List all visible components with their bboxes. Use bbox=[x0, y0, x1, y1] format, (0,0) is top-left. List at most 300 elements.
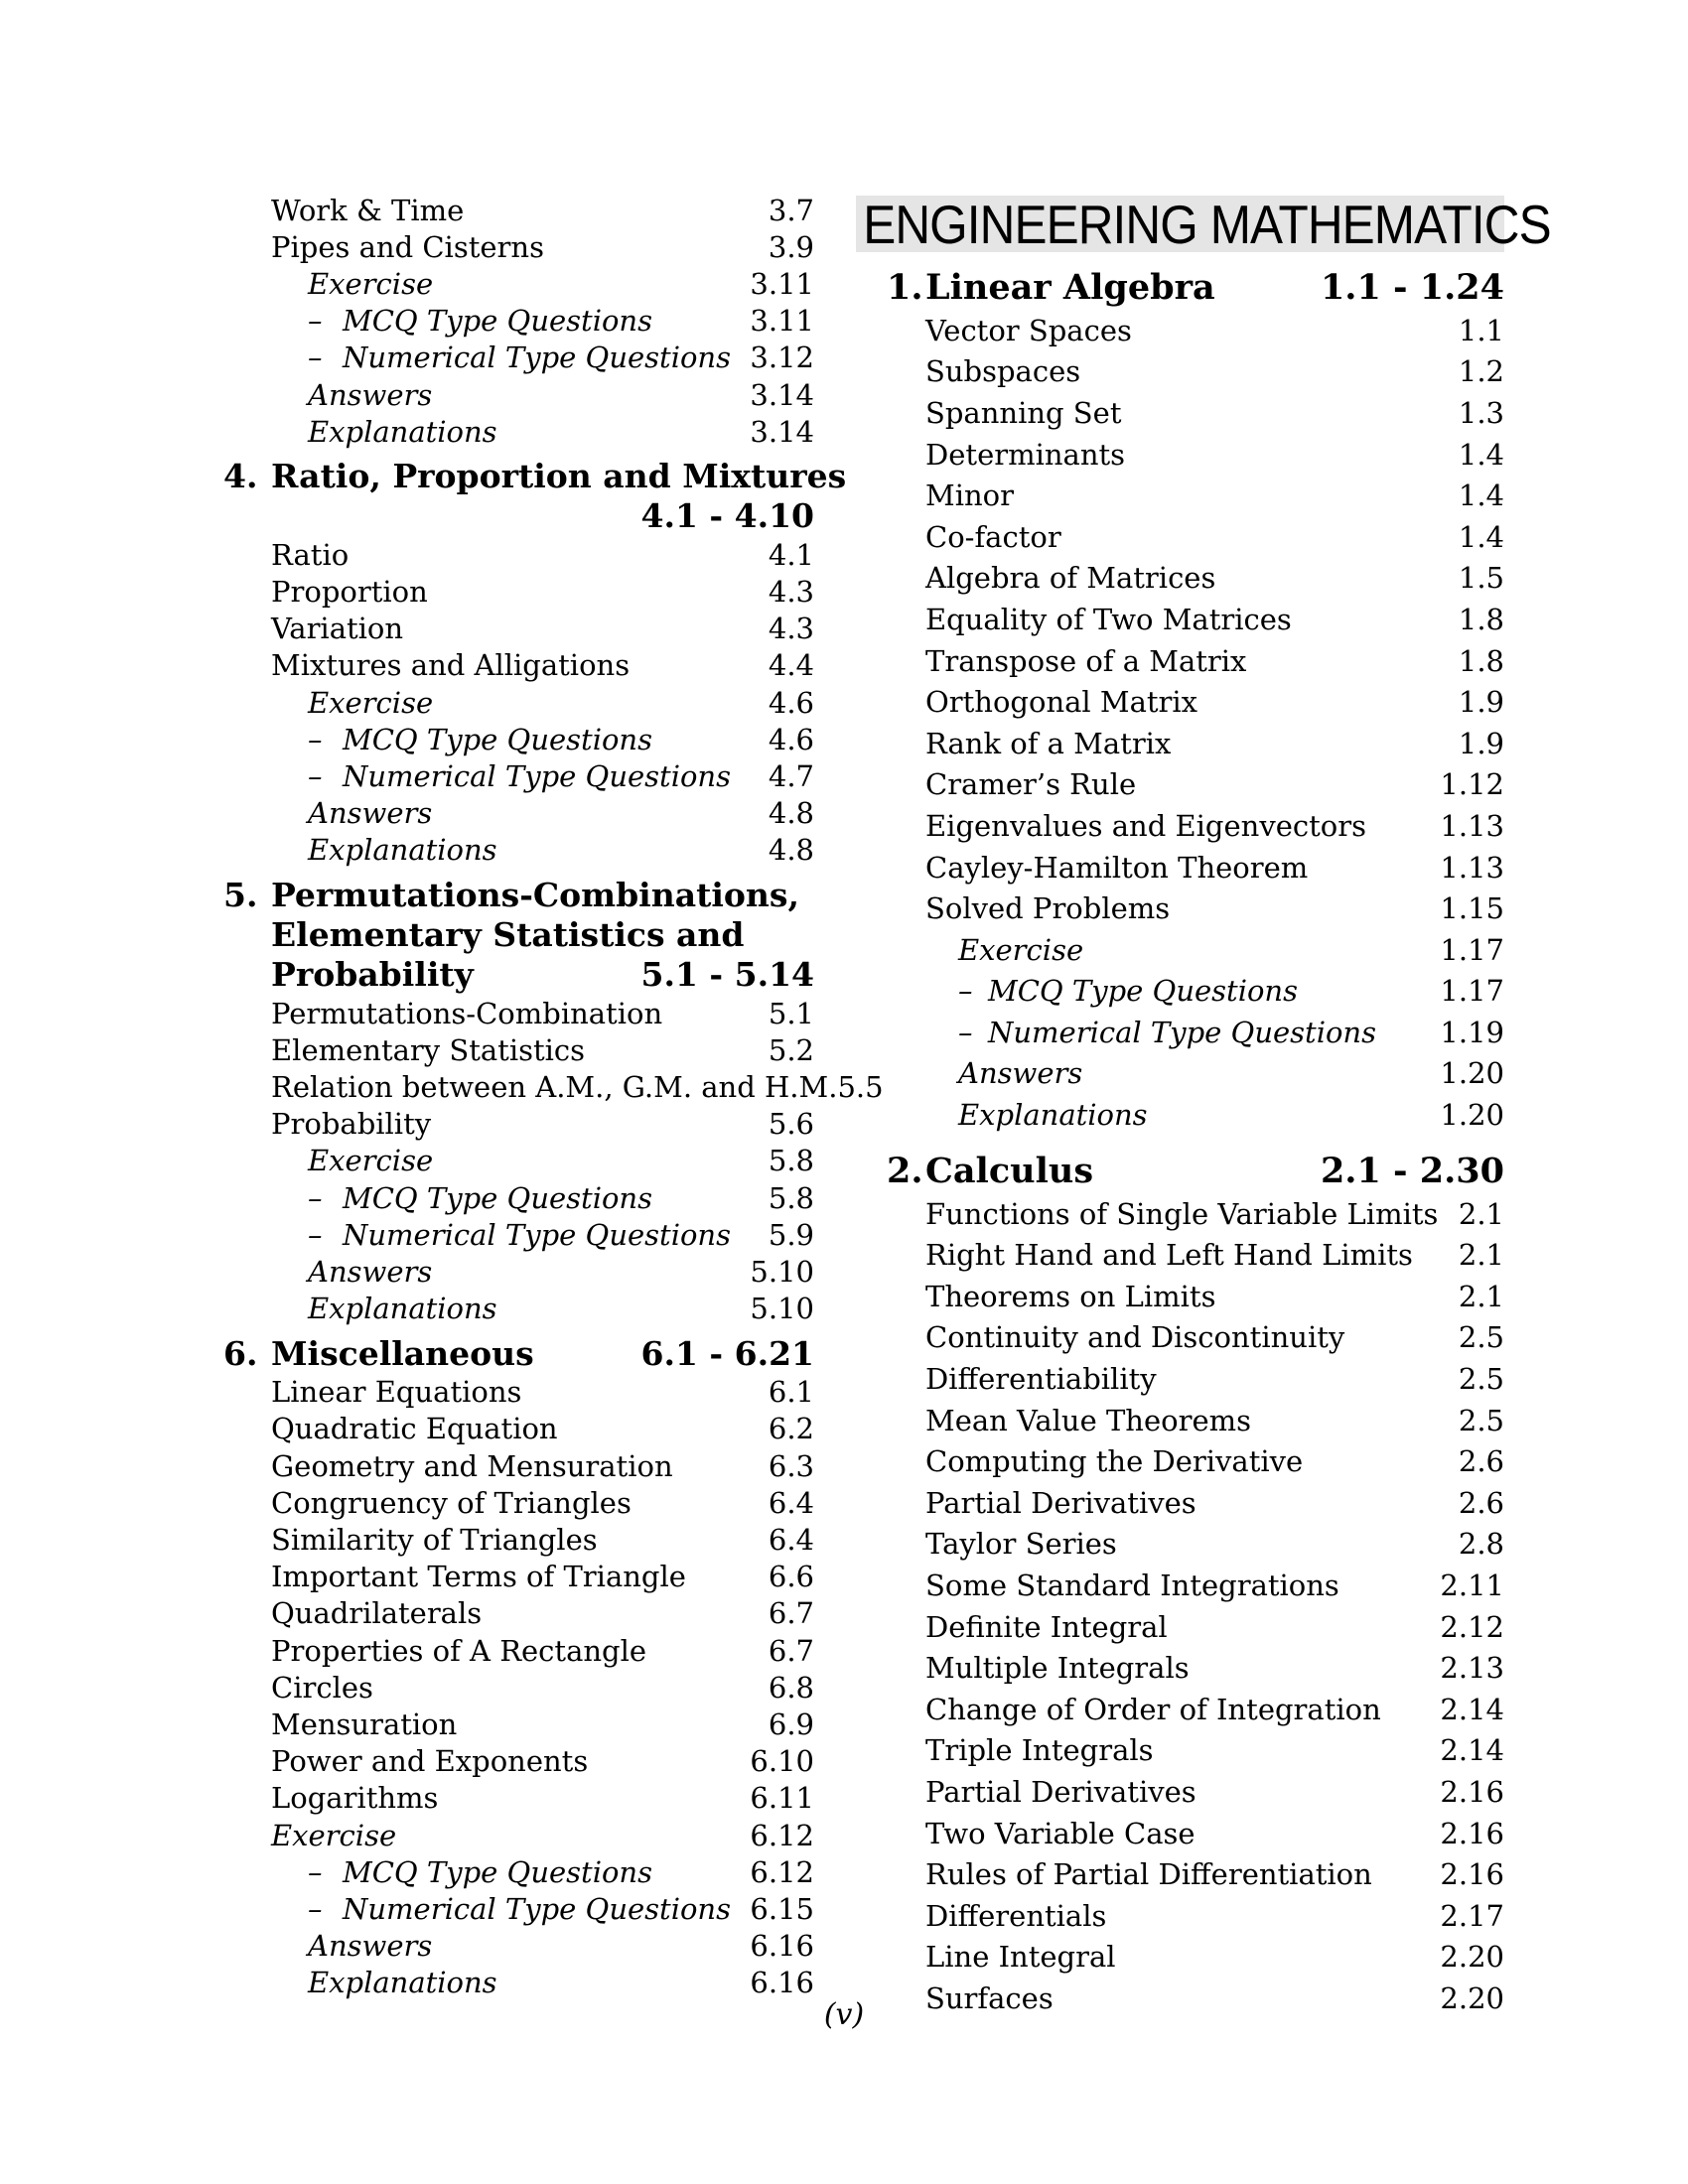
dash-marker: – bbox=[308, 1854, 323, 1889]
toc-item-page: 4.8 bbox=[768, 833, 814, 868]
toc-item bbox=[856, 558, 1504, 600]
page-number: (v) bbox=[823, 1997, 865, 2032]
toc-item bbox=[856, 1813, 1504, 1854]
toc-item-text bbox=[856, 438, 1125, 472]
section-page-range: 6.1 - 6.21 bbox=[640, 1333, 814, 1373]
toc-item-text bbox=[856, 1775, 1196, 1809]
toc-item bbox=[856, 516, 1504, 558]
toc-item bbox=[856, 1012, 1504, 1053]
toc-item-label: Answers bbox=[308, 377, 433, 412]
toc-item bbox=[223, 1669, 814, 1706]
dash-marker: – bbox=[308, 304, 323, 339]
toc-item bbox=[223, 1559, 814, 1595]
toc-item-text bbox=[223, 1033, 585, 1067]
toc-item-page: 2.1 bbox=[1458, 1238, 1504, 1273]
toc-item-text bbox=[223, 1144, 433, 1177]
toc-item-label: Permutations-Combination bbox=[271, 996, 663, 1030]
toc-item-page: 2.5 bbox=[1458, 1320, 1504, 1355]
toc-item-text bbox=[223, 304, 652, 338]
toc-item-text bbox=[856, 1016, 1376, 1049]
toc-item-label: Quadratic Equation bbox=[271, 1412, 558, 1446]
toc-item-page: 1.17 bbox=[1440, 974, 1504, 1009]
toc-item-text bbox=[856, 478, 1014, 512]
toc-item-text bbox=[856, 314, 1132, 347]
toc-item bbox=[223, 611, 814, 647]
toc-item-text bbox=[856, 1733, 1154, 1767]
toc-item bbox=[223, 1068, 884, 1105]
toc-item-text bbox=[856, 1444, 1303, 1478]
toc-item-page: 4.6 bbox=[768, 722, 814, 756]
toc-item-text bbox=[856, 1693, 1381, 1726]
toc-item bbox=[223, 192, 814, 228]
toc-item-page: 2.1 bbox=[1458, 1279, 1504, 1313]
toc-item-text bbox=[856, 851, 1308, 885]
toc-item-page: 5.10 bbox=[750, 1292, 814, 1326]
toc-item bbox=[223, 376, 814, 413]
toc-item bbox=[223, 721, 814, 757]
toc-item-text bbox=[856, 1857, 1372, 1891]
section-number: 4. bbox=[223, 457, 258, 496]
toc-item-text bbox=[223, 686, 433, 720]
toc-item-text bbox=[856, 933, 1083, 967]
section-number: 6. bbox=[223, 1333, 258, 1373]
toc-item-page: 1.17 bbox=[1440, 932, 1504, 967]
toc-item-label: Cayley-Hamilton Theorem bbox=[925, 850, 1309, 885]
toc-item-text bbox=[223, 230, 544, 264]
toc-item-text bbox=[223, 1412, 558, 1445]
toc-item bbox=[856, 1606, 1504, 1648]
dash-marker: – bbox=[308, 722, 323, 756]
toc-item-text bbox=[223, 1966, 497, 1999]
toc-item-page: 4.7 bbox=[768, 759, 814, 794]
toc-item-label: Explanations bbox=[308, 1966, 497, 2000]
toc-item-page: 6.6 bbox=[768, 1560, 814, 1594]
toc-item-text bbox=[856, 603, 1292, 636]
toc-item bbox=[223, 1817, 814, 1853]
toc-section-heading bbox=[856, 1150, 1504, 1193]
toc-item-label: Taylor Series bbox=[925, 1527, 1117, 1562]
toc-item-label: Line Integral bbox=[925, 1940, 1116, 1975]
toc-item-text bbox=[223, 267, 433, 301]
toc-item-page: 1.13 bbox=[1440, 850, 1504, 885]
toc-item-label: Linear Equations bbox=[271, 1375, 522, 1410]
toc-item-page: 1.2 bbox=[1458, 354, 1504, 389]
toc-item-text bbox=[856, 685, 1197, 719]
toc-item-text bbox=[856, 354, 1080, 388]
toc-item-label: Spanning Set bbox=[925, 395, 1122, 430]
toc-item-page: 6.8 bbox=[768, 1670, 814, 1705]
toc-item-page: 5.5 bbox=[837, 1069, 884, 1104]
toc-item-text bbox=[223, 1671, 373, 1705]
toc-item-text bbox=[223, 1819, 396, 1852]
toc-item-text bbox=[856, 644, 1246, 678]
section-heading-line bbox=[271, 1334, 814, 1374]
toc-item-label: Answers bbox=[958, 1056, 1083, 1091]
toc-item-page: 3.14 bbox=[750, 377, 814, 412]
toc-item-label: MCQ Type Questions bbox=[988, 974, 1298, 1009]
toc-item-page: 2.16 bbox=[1440, 1774, 1504, 1809]
toc-item-label: Congruency of Triangles bbox=[271, 1485, 632, 1520]
toc-item bbox=[856, 1482, 1504, 1524]
toc-item-page: 2.14 bbox=[1440, 1692, 1504, 1726]
toc-item-page: 4.4 bbox=[768, 648, 814, 683]
toc-item-page: 6.10 bbox=[750, 1744, 814, 1779]
toc-item-label: Differentiability bbox=[925, 1362, 1157, 1397]
dash-marker: – bbox=[308, 1217, 323, 1252]
section-page-range: 2.1 - 2.30 bbox=[1320, 1150, 1504, 1191]
toc-item-page: 5.8 bbox=[768, 1144, 814, 1178]
section-heading-line bbox=[271, 496, 814, 536]
toc-item bbox=[223, 265, 814, 302]
toc-item bbox=[856, 1400, 1504, 1441]
toc-item bbox=[856, 723, 1504, 764]
toc-item-text bbox=[223, 575, 428, 609]
section-header-bar bbox=[856, 193, 1551, 255]
toc-item bbox=[856, 1276, 1504, 1317]
toc-item bbox=[856, 1565, 1504, 1606]
toc-section-heading bbox=[856, 266, 1504, 310]
toc-item-label: Definite Integral bbox=[925, 1609, 1168, 1644]
toc-item bbox=[223, 1374, 814, 1411]
toc-item-label: Two Variable Case bbox=[925, 1816, 1196, 1850]
toc-item-label: Important Terms of Triangle bbox=[271, 1560, 686, 1594]
toc-item-page: 1.19 bbox=[1440, 1015, 1504, 1049]
toc-item-text bbox=[856, 891, 1170, 925]
toc-item-label: Mensuration bbox=[271, 1706, 458, 1741]
toc-item bbox=[223, 832, 814, 869]
toc-item bbox=[856, 392, 1504, 434]
toc-item bbox=[856, 640, 1504, 682]
toc-item-text bbox=[223, 1634, 646, 1668]
dash-marker: – bbox=[308, 759, 323, 794]
toc-item-label: Subspaces bbox=[925, 354, 1081, 389]
toc-item-text bbox=[856, 1320, 1344, 1354]
toc-item bbox=[223, 574, 814, 611]
toc-item-page: 1.15 bbox=[1440, 891, 1504, 926]
toc-item-page: 5.2 bbox=[768, 1032, 814, 1067]
toc-item-label: Relation between A.M., G.M. and H.M. bbox=[271, 1069, 838, 1104]
section-heading-line bbox=[271, 457, 847, 496]
toc-item bbox=[856, 887, 1504, 929]
toc-item-label: Mean Value Theorems bbox=[925, 1403, 1251, 1437]
toc-item-label: Quadrilaterals bbox=[271, 1596, 483, 1631]
toc-item bbox=[223, 1291, 814, 1327]
toc-item-page: 1.9 bbox=[1458, 726, 1504, 760]
toc-item-label: Exercise bbox=[271, 1818, 397, 1852]
toc-item bbox=[856, 1193, 1504, 1235]
section-heading-line bbox=[925, 1150, 1504, 1193]
toc-item-label: Explanations bbox=[958, 1098, 1148, 1133]
toc-item-page: 1.8 bbox=[1458, 602, 1504, 636]
toc-item-label: Work & Time bbox=[271, 193, 465, 227]
toc-item-label: Co-factor bbox=[925, 519, 1061, 554]
toc-item-label: Multiple Integrals bbox=[925, 1651, 1190, 1686]
toc-item-text bbox=[223, 1523, 598, 1557]
toc-item-text bbox=[856, 1651, 1190, 1685]
toc-item-page: 1.9 bbox=[1458, 685, 1504, 720]
toc-item-page: 4.3 bbox=[768, 575, 814, 610]
toc-item-text bbox=[856, 1238, 1413, 1272]
toc-item-text bbox=[856, 1899, 1106, 1933]
toc-item-page: 5.8 bbox=[768, 1180, 814, 1215]
toc-item-page: 6.16 bbox=[750, 1966, 814, 2000]
toc-item-text bbox=[223, 997, 662, 1030]
toc-item-text bbox=[223, 538, 349, 572]
toc-item bbox=[856, 599, 1504, 640]
toc-item bbox=[856, 1730, 1504, 1772]
toc-item bbox=[856, 681, 1504, 723]
toc-item bbox=[856, 1524, 1504, 1566]
toc-item-label: Probability bbox=[271, 1107, 432, 1142]
section-heading-line bbox=[925, 266, 1504, 310]
toc-item-text bbox=[856, 1056, 1082, 1090]
toc-item-text bbox=[223, 1255, 432, 1289]
toc-item-text bbox=[223, 759, 731, 793]
section-title: Permutations-Combinations, bbox=[271, 876, 799, 914]
toc-item-page: 4.6 bbox=[768, 685, 814, 720]
toc-item-label: Minor bbox=[925, 478, 1014, 513]
toc-item-label: Answers bbox=[308, 796, 433, 831]
toc-item-page: 2.8 bbox=[1458, 1527, 1504, 1562]
toc-item-text bbox=[223, 1375, 521, 1409]
toc-item-page: 6.16 bbox=[750, 1929, 814, 1964]
toc-item-text bbox=[223, 796, 432, 830]
toc-item bbox=[223, 340, 814, 376]
toc-item-page: 6.12 bbox=[750, 1854, 814, 1889]
toc-item-label: Pipes and Cisterns bbox=[271, 229, 544, 264]
toc-right-column bbox=[856, 193, 1551, 2019]
toc-item-page: 1.4 bbox=[1458, 478, 1504, 513]
toc-item-label: Explanations bbox=[308, 833, 497, 868]
toc-item bbox=[856, 1689, 1504, 1730]
toc-item-page: 2.5 bbox=[1458, 1403, 1504, 1437]
toc-item-text bbox=[223, 723, 652, 756]
toc-item-label: Solved Problems bbox=[925, 891, 1171, 926]
toc-section-heading bbox=[223, 1334, 814, 1374]
toc-right-rows bbox=[856, 266, 1504, 2019]
toc-item-text bbox=[223, 1929, 432, 1963]
toc-item-label: Triple Integrals bbox=[925, 1733, 1154, 1768]
toc-item-label: Determinants bbox=[925, 437, 1126, 472]
toc-item-text bbox=[856, 974, 1298, 1008]
toc-item bbox=[856, 1358, 1504, 1400]
toc-item-label: Surfaces bbox=[925, 1980, 1054, 2015]
toc-section-heading bbox=[223, 457, 847, 536]
toc-item-label: Answers bbox=[308, 1929, 433, 1964]
toc-item-page: 3.14 bbox=[750, 414, 814, 449]
toc-item-label: Numerical Type Questions bbox=[343, 1217, 731, 1252]
toc-item-text bbox=[856, 520, 1061, 554]
toc-item-page: 6.2 bbox=[768, 1412, 814, 1446]
toc-item-text bbox=[223, 1486, 632, 1520]
toc-item-text bbox=[223, 1218, 731, 1252]
section-title: Linear Algebra bbox=[925, 267, 1215, 308]
toc-item-text bbox=[856, 809, 1366, 843]
toc-item-text bbox=[856, 727, 1171, 760]
toc-item-text bbox=[223, 378, 432, 412]
section-heading-line bbox=[271, 915, 814, 955]
toc-item bbox=[856, 1317, 1504, 1359]
toc-item-label: Exercise bbox=[308, 266, 434, 301]
toc-item bbox=[223, 684, 814, 721]
toc-item-page: 1.8 bbox=[1458, 643, 1504, 678]
toc-item-page: 6.3 bbox=[768, 1448, 814, 1483]
toc-item bbox=[223, 995, 814, 1031]
toc-item-label: Orthogonal Matrix bbox=[925, 685, 1198, 720]
toc-item bbox=[856, 1937, 1504, 1979]
toc-item-label: Vector Spaces bbox=[925, 313, 1132, 347]
toc-item-page: 4.3 bbox=[768, 612, 814, 646]
toc-item-page: 1.13 bbox=[1440, 808, 1504, 843]
toc-item-text bbox=[223, 648, 630, 682]
toc-item-label: Cramer’s Rule bbox=[925, 767, 1137, 802]
toc-item-text bbox=[856, 396, 1122, 430]
toc-item-text bbox=[223, 415, 497, 449]
toc-item-page: 6.11 bbox=[750, 1781, 814, 1816]
toc-item-text bbox=[856, 1610, 1168, 1644]
toc-item-page: 1.4 bbox=[1458, 519, 1504, 554]
toc-item bbox=[856, 1771, 1504, 1813]
toc-item bbox=[223, 1706, 814, 1742]
toc-item-page: 2.20 bbox=[1440, 1940, 1504, 1975]
toc-item-label: Rank of a Matrix bbox=[925, 726, 1172, 760]
toc-item-label: Numerical Type Questions bbox=[343, 759, 731, 794]
section-title: Calculus bbox=[925, 1150, 1094, 1191]
toc-item-page: 5.1 bbox=[768, 996, 814, 1030]
toc-item-page: 3.11 bbox=[750, 304, 814, 339]
toc-item bbox=[223, 647, 814, 684]
toc-item-text bbox=[856, 1527, 1117, 1561]
toc-section-heading bbox=[223, 876, 814, 995]
toc-item-label: MCQ Type Questions bbox=[343, 304, 652, 339]
toc-item-label: Exercise bbox=[958, 932, 1084, 967]
toc-item-label: Computing the Derivative bbox=[925, 1444, 1304, 1479]
toc-item-label: Numerical Type Questions bbox=[343, 1891, 731, 1926]
toc-item bbox=[223, 1521, 814, 1558]
section-title: Ratio, Proportion and Mixtures bbox=[271, 457, 847, 496]
section-title: Elementary Statistics and bbox=[271, 915, 745, 954]
toc-item-page: 1.3 bbox=[1458, 395, 1504, 430]
section-title: Miscellaneous bbox=[271, 1333, 534, 1373]
toc-item-label: Properties of A Rectangle bbox=[271, 1633, 647, 1668]
toc-item-label: Partial Derivatives bbox=[925, 1485, 1196, 1520]
toc-item-label: Rules of Partial Differentiation bbox=[925, 1857, 1372, 1892]
section-page-range: 4.1 - 4.10 bbox=[640, 496, 814, 536]
toc-item-page: 6.12 bbox=[750, 1818, 814, 1852]
toc-item-page: 6.7 bbox=[768, 1633, 814, 1668]
toc-item bbox=[223, 1632, 814, 1669]
toc-item-page: 6.7 bbox=[768, 1596, 814, 1631]
toc-item-text bbox=[223, 1596, 482, 1630]
toc-item-page: 3.7 bbox=[768, 193, 814, 227]
toc-item-label: MCQ Type Questions bbox=[343, 722, 652, 756]
toc-item-page: 2.17 bbox=[1440, 1898, 1504, 1933]
toc-item bbox=[856, 929, 1504, 971]
toc-item-text bbox=[856, 1486, 1196, 1520]
toc-item-page: 1.5 bbox=[1458, 561, 1504, 596]
toc-item-page: 2.12 bbox=[1440, 1609, 1504, 1644]
toc-item-label: Change of Order of Integration bbox=[925, 1692, 1381, 1726]
toc-item bbox=[223, 1780, 814, 1817]
toc-item-text bbox=[223, 1707, 457, 1741]
section-number: 5. bbox=[223, 876, 258, 914]
toc-item-label: Theorems on Limits bbox=[925, 1279, 1216, 1313]
toc-item-label: MCQ Type Questions bbox=[343, 1854, 652, 1889]
toc-item-label: Power and Exponents bbox=[271, 1744, 589, 1779]
toc-item-text bbox=[223, 341, 731, 374]
toc-item-text bbox=[223, 1855, 652, 1889]
toc-item-label: Transpose of a Matrix bbox=[925, 643, 1247, 678]
toc-item bbox=[856, 475, 1504, 516]
toc-item bbox=[856, 764, 1504, 806]
toc-item-text bbox=[223, 1070, 837, 1104]
toc-item bbox=[856, 434, 1504, 476]
toc-item bbox=[223, 303, 814, 340]
toc-item-label: Answers bbox=[308, 1254, 433, 1289]
toc-item-text bbox=[223, 1107, 431, 1141]
toc-item-page: 2.14 bbox=[1440, 1733, 1504, 1768]
section-title: Probability bbox=[271, 955, 474, 994]
toc-item bbox=[223, 1447, 814, 1484]
toc-item-page: 4.1 bbox=[768, 537, 814, 572]
toc-item-page: 1.12 bbox=[1440, 767, 1504, 802]
toc-item-label: Similarity of Triangles bbox=[271, 1523, 598, 1558]
dash-marker: – bbox=[308, 1180, 323, 1215]
toc-item-label: Explanations bbox=[308, 414, 497, 449]
toc-item-text bbox=[856, 1197, 1438, 1231]
toc-item-text bbox=[856, 1098, 1148, 1132]
toc-item-label: Variation bbox=[271, 612, 404, 646]
toc-item bbox=[223, 1253, 814, 1290]
toc-item-text bbox=[856, 1362, 1157, 1396]
section-header-title: ENGINEERING MATHEMATICS bbox=[863, 193, 1551, 255]
toc-item-page: 6.4 bbox=[768, 1523, 814, 1558]
toc-item bbox=[223, 1031, 814, 1068]
toc-item-page: 2.6 bbox=[1458, 1444, 1504, 1479]
toc-item-label: Mixtures and Alligations bbox=[271, 648, 631, 683]
toc-item-label: Exercise bbox=[308, 1144, 434, 1178]
toc-item-label: Numerical Type Questions bbox=[988, 1015, 1376, 1049]
toc-item-text bbox=[223, 833, 497, 867]
dash-marker: – bbox=[308, 1891, 323, 1926]
toc-item-page: 1.20 bbox=[1440, 1098, 1504, 1133]
toc-item-label: Exercise bbox=[308, 685, 434, 720]
toc-item-text bbox=[223, 1744, 588, 1778]
toc-item-page: 2.16 bbox=[1440, 1816, 1504, 1850]
toc-item-text bbox=[856, 1817, 1196, 1850]
section-page-range: 1.1 - 1.24 bbox=[1320, 267, 1504, 308]
toc-item-text bbox=[223, 1292, 497, 1325]
toc-item bbox=[223, 1216, 814, 1253]
toc-item-page: 2.1 bbox=[1458, 1196, 1504, 1231]
toc-item-text bbox=[223, 1781, 438, 1815]
dash-marker: – bbox=[958, 1015, 973, 1049]
toc-item-page: 6.15 bbox=[750, 1891, 814, 1926]
toc-item bbox=[856, 1440, 1504, 1482]
toc-item-label: Circles bbox=[271, 1670, 373, 1705]
toc-item-text bbox=[856, 1404, 1251, 1437]
toc-item-label: Logarithms bbox=[271, 1781, 439, 1816]
section-page-range: 5.1 - 5.14 bbox=[640, 955, 814, 994]
toc-item-page: 4.8 bbox=[768, 796, 814, 831]
toc-item-label: Numerical Type Questions bbox=[343, 341, 731, 375]
toc-item bbox=[856, 1853, 1504, 1895]
toc-item bbox=[223, 228, 814, 265]
toc-item bbox=[223, 757, 814, 794]
toc-item bbox=[223, 1143, 814, 1179]
toc-item-text bbox=[223, 194, 464, 227]
toc-item-text bbox=[223, 1449, 673, 1483]
